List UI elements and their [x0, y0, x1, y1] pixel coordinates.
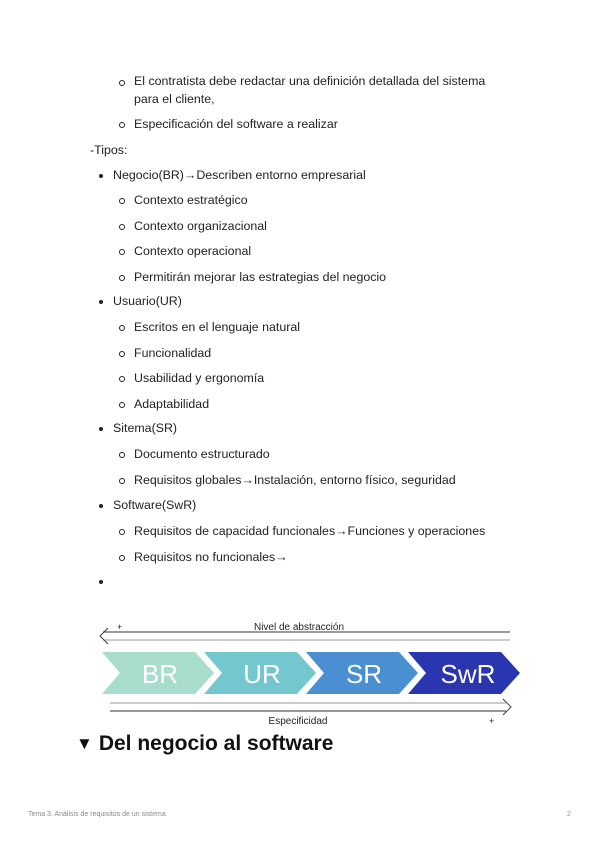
stage-sr-label: SR [345, 659, 383, 689]
page-number: 2 [567, 811, 571, 818]
sub-item: Requisitos no funcionales→ [134, 550, 288, 564]
top-plus: + [117, 622, 123, 632]
type-usuario: Usuario(UR) [113, 294, 182, 308]
sub-item: Escritos en el lenguaje natural [134, 320, 300, 334]
stage-br-label: BR [141, 659, 179, 689]
type-sistema: Sitema(SR) [113, 421, 178, 435]
intro-item-1: El contratista debe redactar una definición detallada del sistema [134, 74, 486, 88]
section-heading-text: Del negocio al software [98, 732, 334, 755]
footer-left: Tema 3. Análisis de requisitos de un sistema [28, 811, 166, 818]
sub-item: Requisitos de capacidad funcionales→Funciones y operaciones [134, 524, 486, 538]
stage-swr-label: SwR [440, 659, 496, 689]
sub-item: Contexto estratégico [134, 193, 248, 207]
bottom-plus: + [489, 716, 495, 726]
section-heading[interactable] [76, 730, 333, 759]
sub-item: Funcionalidad [134, 346, 212, 360]
top-label: Nivel de abstracción [253, 622, 345, 633]
top-arrow-head [100, 628, 108, 644]
sub-item: Adaptabilidad [134, 397, 210, 411]
bottom-arrow-head [503, 699, 511, 715]
sub-item: Requisitos globales→Instalación, entorno físico, seguridad [134, 473, 456, 487]
collapse-triangle-icon[interactable]: ▼ [76, 734, 93, 753]
stage-ur-label: UR [243, 659, 281, 689]
sub-item: Contexto organizacional [134, 219, 267, 233]
type-negocio: Negocio(BR)→Describen entorno empresarial [113, 168, 366, 182]
tipos-label: -Tipos: [90, 143, 128, 157]
sub-item: Contexto operacional [134, 244, 252, 258]
sub-item: Permitirán mejorar las estrategias del negocio [134, 270, 387, 284]
intro-item-2: Especificación del software a realizar [134, 117, 338, 131]
sub-item: Documento estructurado [134, 447, 270, 461]
bottom-label: Especificidad [268, 716, 328, 727]
sub-item: Usabilidad y ergonomía [134, 371, 265, 385]
type-software: Software(SwR) [113, 498, 197, 512]
intro-item-1-cont: para el cliente, [134, 92, 215, 106]
